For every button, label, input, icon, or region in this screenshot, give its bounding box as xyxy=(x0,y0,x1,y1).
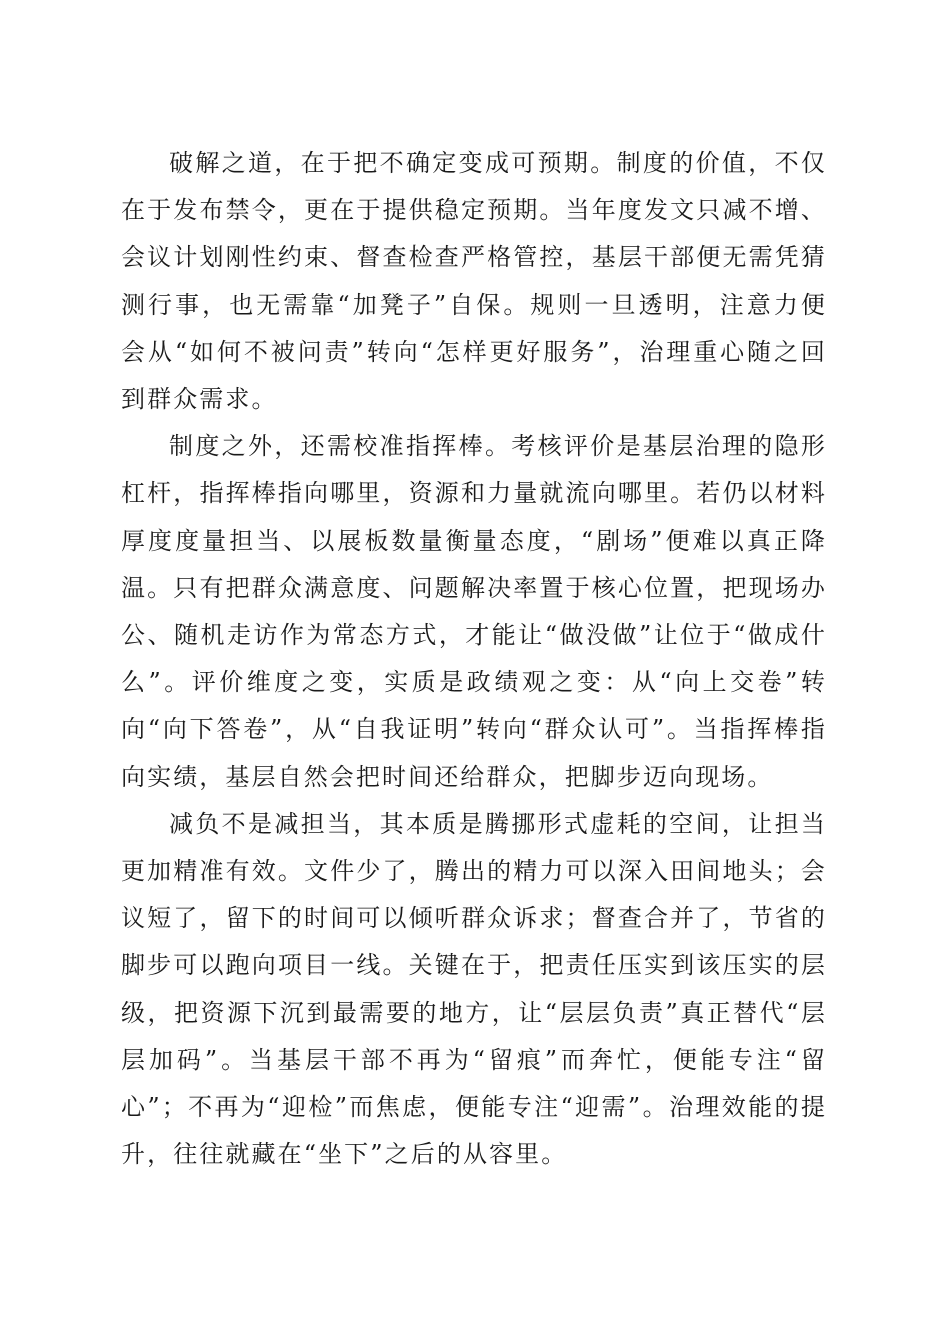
paragraph-1: 破解之道，在于把不确定变成可预期。制度的价值，不仅在于发布禁令，更在于提供稳定预期。当年度发文只减不增、会议计划刚性约束、督查检查严格管控，基层干部便无需凭猜测行事，也无需靠“加凳子”自保。规则一旦透明，注意力便会从“如何不被问责”转向“怎样更好服务”，治理重心随之回到群众需求。 xyxy=(121,149,827,414)
paragraph-3: 减负不是减担当，其本质是腾挪形式虚耗的空间，让担当更加精准有效。文件少了，腾出的精力可以深入田间地头；会议短了，留下的时间可以倾听群众诉求；督查合并了，节省的脚步可以跑向项目一线。关键在于，把责任压实到该压实的层级，把资源下沉到最需要的地方，让“层层负责”真正替代“层层加码”。当基层干部不再为“留痕”而奔忙，便能专注“留心”；不再为“迎检”而焦虑，便能专注“迎需”。治理效能的提升，往往就藏在“坐下”之后的从容里。 xyxy=(121,809,827,1169)
paragraph-2: 制度之外，还需校准指挥棒。考核评价是基层治理的隐形杠杆，指挥棒指向哪里，资源和力量就流向哪里。若仍以材料厚度度量担当、以展板数量衡量态度，“剧场”便难以真正降温。只有把群众满意度、问题解决率置于核心位置，把现场办公、随机走访作为常态方式，才能让“做没做”让位于“做成什么”。评价维度之变，实质是政绩观之变：从“向上交卷”转向“向下答卷”，从“自我证明”转向“群众认可”。当指挥棒指向实绩，基层自然会把时间还给群众，把脚步迈向现场。 xyxy=(121,432,827,791)
document-body xyxy=(121,140,827,1178)
